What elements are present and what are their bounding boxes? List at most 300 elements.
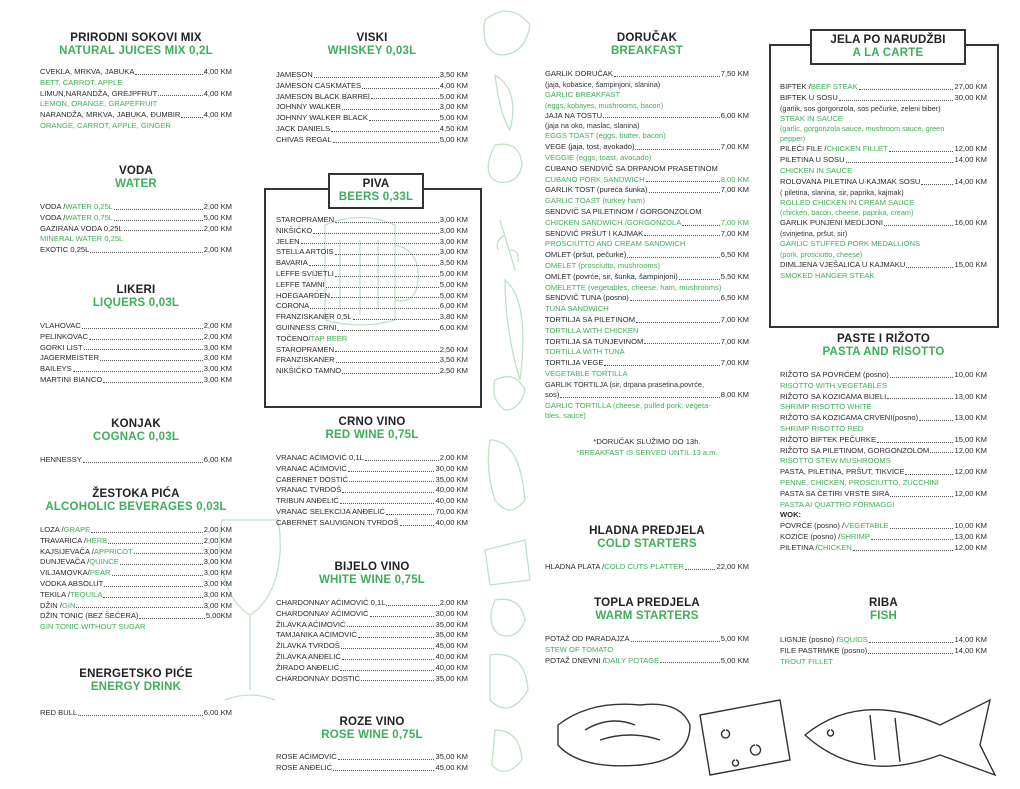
item-name: VRANAC AĆIMOVIĆ 0,1L [276, 453, 364, 462]
menu-item [276, 226, 468, 237]
steak-icon [558, 704, 690, 766]
menu-item [545, 337, 749, 348]
item-name-en: SQUIDS [838, 635, 868, 644]
item-name-en: RISOTTO WITH VEGETABLES [780, 380, 887, 390]
section-title: DORUČAK [616, 32, 678, 44]
item-price: 2,00 KM [203, 331, 232, 341]
item-description: GARLIK TORTILJA (sir, drpana prasetina,povrće, [545, 379, 704, 389]
item-name: CHARDONNAY DOSTIĆ [276, 673, 361, 683]
menu-item [276, 237, 468, 248]
section-title: PIVA [362, 178, 390, 190]
item-name: JAJA NA TOSTU [545, 110, 603, 120]
item-price: 2,50 KM [439, 344, 468, 354]
item-name: PILETINA / [780, 542, 818, 552]
item-price: 5,00 KM [439, 91, 468, 101]
dot-leader [112, 568, 203, 576]
item-name: ROSE ANĐELIĆ [276, 762, 333, 772]
dot-leader [313, 226, 438, 234]
item-name: SENDVIČ SA PILETINOM / GORGONZOLOM [545, 206, 702, 216]
item-price: 14,00 KM [954, 635, 987, 644]
item-price: 5,00 KM [439, 290, 468, 300]
item-name: TORTILJA SA PILETINOM [545, 314, 636, 324]
item-price: 2,00 KM [203, 202, 232, 211]
menu-item [276, 70, 468, 81]
item-name-en: VEGGIE (eggs, toast, avocado) [545, 152, 652, 162]
item-name-en: TUNA SANDWICH [545, 304, 609, 314]
dot-leader [73, 364, 203, 372]
item-name: GUINNESS CRNI [276, 322, 337, 332]
menu-item [40, 110, 232, 121]
menu-item [780, 177, 987, 188]
menu-item [40, 89, 232, 100]
dot-leader [342, 652, 435, 660]
cheese-icon [484, 11, 530, 55]
menu-item [780, 635, 987, 646]
section-subtitle: COLD STARTERS [597, 538, 697, 550]
item-description-en: (garlic, gorgonzola sauce, mushroom sauce, green [780, 124, 945, 134]
item-name-en: OMELET (prosciutto, mushrooms) [545, 260, 661, 270]
carrot-icon [505, 280, 523, 380]
item-price: 6,00 KM [203, 455, 232, 464]
menu-item [780, 392, 987, 403]
dot-leader [627, 250, 719, 258]
menu-item [276, 507, 468, 518]
section-subtitle: WARM STARTERS [595, 610, 699, 622]
item-price: 40,00 KM [435, 662, 468, 672]
item-name: JACK DANIELS [276, 123, 331, 133]
item-name: POTAŽ OD PARADAJZA [545, 634, 630, 643]
tap-beer-label [276, 334, 468, 345]
item-name-en: VEGETABLE TORTILLA [545, 368, 628, 378]
dot-leader [636, 315, 720, 323]
section-title: ŽESTOKA PIĆA [92, 488, 180, 500]
item-name: CABERNET DOSTIĆ [276, 474, 349, 484]
item-price: 3,00 KM [439, 247, 468, 257]
menu-item [545, 175, 749, 186]
dot-leader [859, 82, 954, 90]
dot-leader [365, 453, 439, 461]
item-name: OMLET (pršut, pečurke) [545, 250, 627, 260]
item-description: (jaja na oko, maslac, slanina) [545, 121, 640, 131]
menu-item [40, 332, 232, 343]
item-name: NIKŠIĆKO [276, 225, 313, 235]
item-name: VODA / [40, 212, 66, 222]
item-name-en: PASTA AI QUATTRO FORMAGGI [780, 499, 895, 509]
dot-leader [630, 293, 720, 301]
dot-leader [644, 229, 720, 237]
item-price: 4,50 KM [439, 123, 468, 133]
item-list [276, 70, 468, 146]
dot-leader [353, 312, 439, 320]
item-name-en: MINERAL WATER 0,25L [40, 234, 124, 244]
dot-leader [930, 446, 953, 454]
menu-item [276, 323, 468, 334]
item-name: TOČENO/ [276, 333, 311, 343]
menu-item [276, 609, 468, 620]
dot-leader [158, 89, 202, 97]
dot-leader [371, 92, 439, 100]
dot-leader [604, 358, 719, 366]
item-name-en: GRAPE [63, 525, 91, 534]
menu-item [40, 224, 232, 235]
menu-item [545, 656, 749, 667]
item-name: TRIBUN ANĐELIĆ [276, 496, 339, 506]
item-name: GAZIRANA VODA 0,25L [40, 223, 123, 233]
menu-item [545, 390, 749, 401]
menu-item [276, 598, 468, 609]
dot-leader [340, 496, 435, 504]
item-price: 12,00 KM [954, 445, 987, 455]
item-name-en: COLD CUTS PLATTER [604, 562, 684, 571]
item-price: 7,50 KM [720, 69, 749, 78]
item-price: 13,00 KM [954, 391, 987, 401]
item-price: 13,00 KM [954, 531, 987, 541]
section-breakfast [545, 32, 749, 458]
dot-leader [103, 375, 202, 383]
menu-item [276, 102, 468, 113]
item-price: 7,00 KM [720, 358, 749, 368]
item-price: 45,00 KM [435, 762, 468, 772]
dot-leader [614, 69, 720, 77]
item-list [276, 215, 468, 377]
dot-leader [335, 269, 439, 277]
menu-item [40, 213, 232, 224]
item-name: FRANZISKANER [276, 355, 335, 365]
menu-item [276, 763, 468, 774]
menu-item [40, 321, 232, 332]
item-price: 14,00 KM [954, 155, 987, 165]
section-title: BIJELO VINO [334, 561, 410, 573]
item-list [276, 752, 468, 774]
item-name: BAVARIA [276, 258, 308, 268]
item-name: LIMUN,NARANDŽA, GREJPFRUT [40, 88, 158, 98]
item-name: STELLA ARTOIS [276, 247, 334, 257]
item-name-en: WATER 0,25L [65, 202, 114, 211]
dot-leader [181, 110, 202, 118]
section-cognac [40, 418, 232, 466]
menu-item [276, 92, 468, 103]
item-name-en: DAILY POTAGE [604, 655, 660, 665]
item-name-en: APPRICOT [93, 546, 133, 556]
item-name: RIŽOTO SA KOZICAMA CRVENI(posno) [780, 413, 919, 423]
item-price: 2,50 KM [439, 366, 468, 376]
item-price: 12,00 KM [954, 542, 987, 552]
section-subtitle: A LA CARTE [852, 47, 924, 59]
dot-leader [120, 557, 203, 565]
item-name: VILJAMOVKA/ [40, 568, 90, 578]
menu-item [545, 218, 749, 229]
item-name-en: HERB [86, 535, 108, 545]
item-name: RIŽOTO SA KOZICAMA BIJELI [780, 391, 887, 401]
item-price: 7,00 KM [720, 228, 749, 238]
menu-item [276, 291, 468, 302]
item-name: ROLOVANA PILETINA U KAJMAK SOSU [780, 176, 921, 186]
menu-item [276, 663, 468, 674]
menu-item [545, 229, 749, 240]
item-name-en: OMELETTE (vegetables, cheese, ham, mushrooms) [545, 282, 722, 292]
section-title: PRIRODNI SOKOVI MIX [70, 32, 202, 44]
section-title: VISKI [356, 32, 388, 44]
item-name-en: RISOTTO STEW MUSHROOMS [780, 456, 891, 466]
section-warm-starters [545, 597, 749, 666]
section-subtitle: ALCOHOLIC BEVERAGES 0,03L [45, 501, 227, 513]
item-price: 15,00 KM [954, 434, 987, 444]
dot-leader [889, 144, 954, 152]
item-name: JOHNNY WALKER [276, 102, 341, 112]
dot-leader [386, 507, 435, 515]
dot-leader [335, 215, 439, 223]
dot-leader [100, 353, 203, 361]
section-subtitle: BREAKFAST [610, 45, 684, 57]
item-name: JAMESON BLACK BARREl [276, 91, 370, 101]
menu-item [40, 568, 232, 579]
item-price: 3,00 KM [203, 546, 232, 556]
item-name: JAMESON CASKMATES [276, 80, 362, 90]
item-description: (garlik, sos gorgonzola, sos pečurke, zeleni biber) [780, 103, 941, 113]
item-price: 3,80 KM [439, 312, 468, 322]
item-price: 45,00 KM [435, 641, 468, 651]
item-list [276, 598, 468, 684]
dot-leader [560, 390, 719, 398]
dot-leader [333, 135, 439, 143]
item-name: PASTA SA ČETIRI VRSTE SIRA [780, 488, 890, 498]
menu-item [40, 202, 232, 213]
dot-leader [884, 218, 954, 226]
item-price: 30,00 KM [435, 608, 468, 618]
item-price: 5,00 KM [720, 655, 749, 665]
menu-item [545, 69, 749, 80]
item-name: SENDVIČ TUNA (posno) [545, 293, 629, 303]
item-price: 30,00 KM [954, 92, 987, 102]
item-price: 40,00 KM [435, 517, 468, 527]
item-name-en: BETT, CARROT, APPLE [40, 77, 123, 87]
dot-leader [905, 467, 953, 475]
menu-item [780, 543, 987, 554]
menu-item [780, 446, 987, 457]
dot-leader [91, 525, 202, 533]
item-name: DIMLJENA VJEŠALICA U KAJMAKU [780, 259, 906, 269]
section-subtitle: NATURAL JUICES MIX 0,2L [59, 45, 213, 57]
dot-leader [124, 224, 203, 232]
menu-item [276, 312, 468, 323]
item-price: 3,00 KM [203, 589, 232, 599]
apple-icon [491, 599, 525, 636]
item-name: CABERNET SAUVIGNON TVRDOŠ [276, 517, 399, 527]
item-name: KOZICE (posno) / [780, 531, 841, 541]
item-price: 12,00 KM [954, 488, 987, 498]
item-list [545, 69, 749, 422]
item-name: RIŽOTO SA PILETINOM, GORGONZOLOM [780, 445, 930, 455]
item-name: MARTINI BIANCO [40, 374, 103, 384]
item-name: DUNJEVAČA / [40, 557, 90, 567]
dot-leader [644, 337, 719, 345]
fish-icon [805, 700, 995, 775]
item-price: 5,00 KM [439, 279, 468, 289]
item-name: JELEN [276, 236, 300, 246]
section-title: LIKERI [116, 284, 156, 296]
menu-item [780, 489, 987, 500]
item-price: 12,00 KM [954, 467, 987, 477]
item-name-en: SHRIMP RISOTTO WHITE [780, 402, 872, 412]
garlic-icon [494, 377, 525, 410]
dot-leader [104, 579, 202, 587]
item-name-en: PROSCIUTTO AND CREAM SANDWICH [545, 239, 686, 249]
menu-item [780, 144, 987, 155]
dot-leader [919, 413, 953, 421]
dot-leader [868, 646, 953, 654]
menu-item [40, 601, 232, 612]
menu-item [40, 708, 232, 719]
item-price: 5,00KM [205, 611, 232, 621]
menu-item [40, 67, 232, 78]
item-name: VRANAC AĆIMOVIĆ [276, 463, 347, 473]
menu-item [276, 475, 468, 486]
section-juices [40, 32, 232, 132]
item-price: 14,00 KM [954, 176, 987, 186]
dot-leader [631, 634, 720, 642]
section-title: ENERGETSKO PIĆE [79, 668, 193, 680]
item-name: VRANAC TVRDOŠ [276, 485, 342, 495]
menu-item [40, 353, 232, 364]
item-price: 6,50 KM [720, 250, 749, 260]
dot-leader [386, 598, 438, 606]
item-name: LEFFE TAMNI [276, 279, 325, 289]
menu-item [40, 579, 232, 590]
item-price: 3,00 KM [203, 374, 232, 384]
ham-icon [490, 654, 528, 708]
item-price: 5,00 KM [203, 212, 232, 222]
item-price: 6,00 KM [720, 110, 749, 120]
item-list [40, 321, 232, 386]
item-price: 16,00 KM [954, 218, 987, 228]
item-price: 3,50 KM [439, 355, 468, 365]
dot-leader [103, 590, 202, 598]
dot-leader [921, 177, 953, 185]
dot-leader [335, 247, 439, 255]
dot-leader [338, 752, 435, 760]
item-name: CHICKEN SANDWICH /GORGONZOLA [545, 217, 682, 227]
section-pasta [780, 333, 987, 554]
menu-item [276, 630, 468, 641]
item-description: (jaja, kobasice, šampinjoni, slanina) [545, 79, 661, 89]
item-name: GARLIK DORUČAK [545, 69, 613, 78]
menu-item [780, 93, 987, 104]
item-name: DŽIN TONIC (BEZ ŠEĆERA) [40, 611, 139, 621]
menu-item [276, 269, 468, 280]
item-name-en: PEAR [89, 568, 111, 578]
item-name: PILEĆI FILE / [780, 144, 827, 154]
menu-item [276, 124, 468, 135]
item-price: 40,00 KM [435, 651, 468, 661]
section-subtitle: ROSE WINE 0,75L [321, 729, 423, 741]
item-name: NIKŠIĆKO TAMNO [276, 366, 342, 376]
item-name-en: SHRIMP RISOTTO RED [780, 423, 864, 433]
item-list [276, 453, 468, 529]
item-name-en: LEMON, ORANGE, GRAPEFRUIT [40, 99, 158, 109]
item-description-en: (pork, prosciutto, cheese) [780, 249, 863, 259]
item-price: 7,00 KM [720, 336, 749, 346]
item-price: 2,00 KM [439, 453, 468, 462]
herb-icon [497, 220, 518, 270]
item-price: 5,00 KM [439, 134, 468, 144]
dot-leader [682, 218, 719, 226]
dot-leader [342, 102, 439, 110]
item-name: sos) [545, 389, 560, 399]
dot-leader [309, 258, 439, 266]
item-name-en: SMOKED HANGER STEAK [780, 270, 875, 280]
section-red-wine [276, 416, 468, 529]
item-price: 35,00 KM [435, 619, 468, 629]
item-name-en: STEAK IN SAUCE [780, 113, 843, 123]
item-price: 3,00 KM [203, 557, 232, 567]
item-name: CHARDONNAY AĆIMOVIĆ 0,1L [276, 598, 386, 607]
item-price: 15,00 KM [954, 259, 987, 269]
item-price: 6,00 KM [439, 301, 468, 311]
menu-item [276, 620, 468, 631]
item-price: 3,00 KM [439, 236, 468, 246]
tomato-icon [488, 144, 522, 182]
item-list [40, 202, 232, 256]
item-name: LOZA / [40, 525, 64, 534]
menu-item [780, 82, 987, 93]
menu-item [40, 343, 232, 354]
item-price: 7,00 KM [720, 314, 749, 324]
item-name: FRANZISKANER 0,5L [276, 312, 352, 322]
dot-leader [361, 674, 434, 682]
item-name: ŽIRADO ANĐELIĆ [276, 662, 340, 672]
item-price: 3,00 KM [203, 578, 232, 588]
section-alcohol [40, 488, 232, 633]
menu-item [545, 315, 749, 326]
section-subtitle: COGNAC 0,03L [92, 431, 180, 443]
item-price: 3,00 KM [203, 342, 232, 352]
item-list [780, 635, 987, 667]
dot-leader [301, 237, 439, 245]
dot-leader [890, 489, 953, 497]
menu-item [40, 364, 232, 375]
dot-leader [139, 611, 204, 619]
section-title: PASTE I RIŽOTO [836, 333, 931, 345]
menu-item [40, 455, 232, 466]
item-price: 3,00 KM [439, 215, 468, 224]
item-name: STAROPRAMEN [276, 344, 335, 354]
section-title: TOPLA PREDJELA [594, 597, 700, 609]
item-name: JOHNNY WALKER BLACK [276, 113, 368, 123]
item-name: VODA / [40, 202, 66, 211]
dot-leader [370, 609, 435, 617]
section-title: HLADNA PREDJELA [589, 525, 705, 537]
dot-leader [342, 485, 434, 493]
dot-leader [310, 301, 438, 309]
dot-leader [314, 70, 439, 78]
item-price: 8,00 KM [720, 174, 749, 184]
item-price: 40,00 KM [435, 485, 468, 495]
item-price: 5,00 KM [720, 634, 749, 643]
item-price: 4,00 KM [203, 88, 232, 98]
dot-leader [331, 124, 439, 132]
dot-leader [90, 245, 202, 253]
menu-item [545, 293, 749, 304]
dot-leader [906, 260, 953, 268]
item-name: CHARDONNAY AĆIMOVIĆ [276, 608, 369, 618]
item-price: 10,00 KM [954, 370, 987, 379]
item-name: RIŽOTO BIFTEK PEČURKE [780, 434, 877, 444]
menu-item [276, 485, 468, 496]
item-name: PILETINA U SOSU [780, 155, 845, 165]
menu-item [40, 375, 232, 386]
item-price: 35,00 KM [435, 474, 468, 484]
section-rose-wine [276, 716, 468, 774]
